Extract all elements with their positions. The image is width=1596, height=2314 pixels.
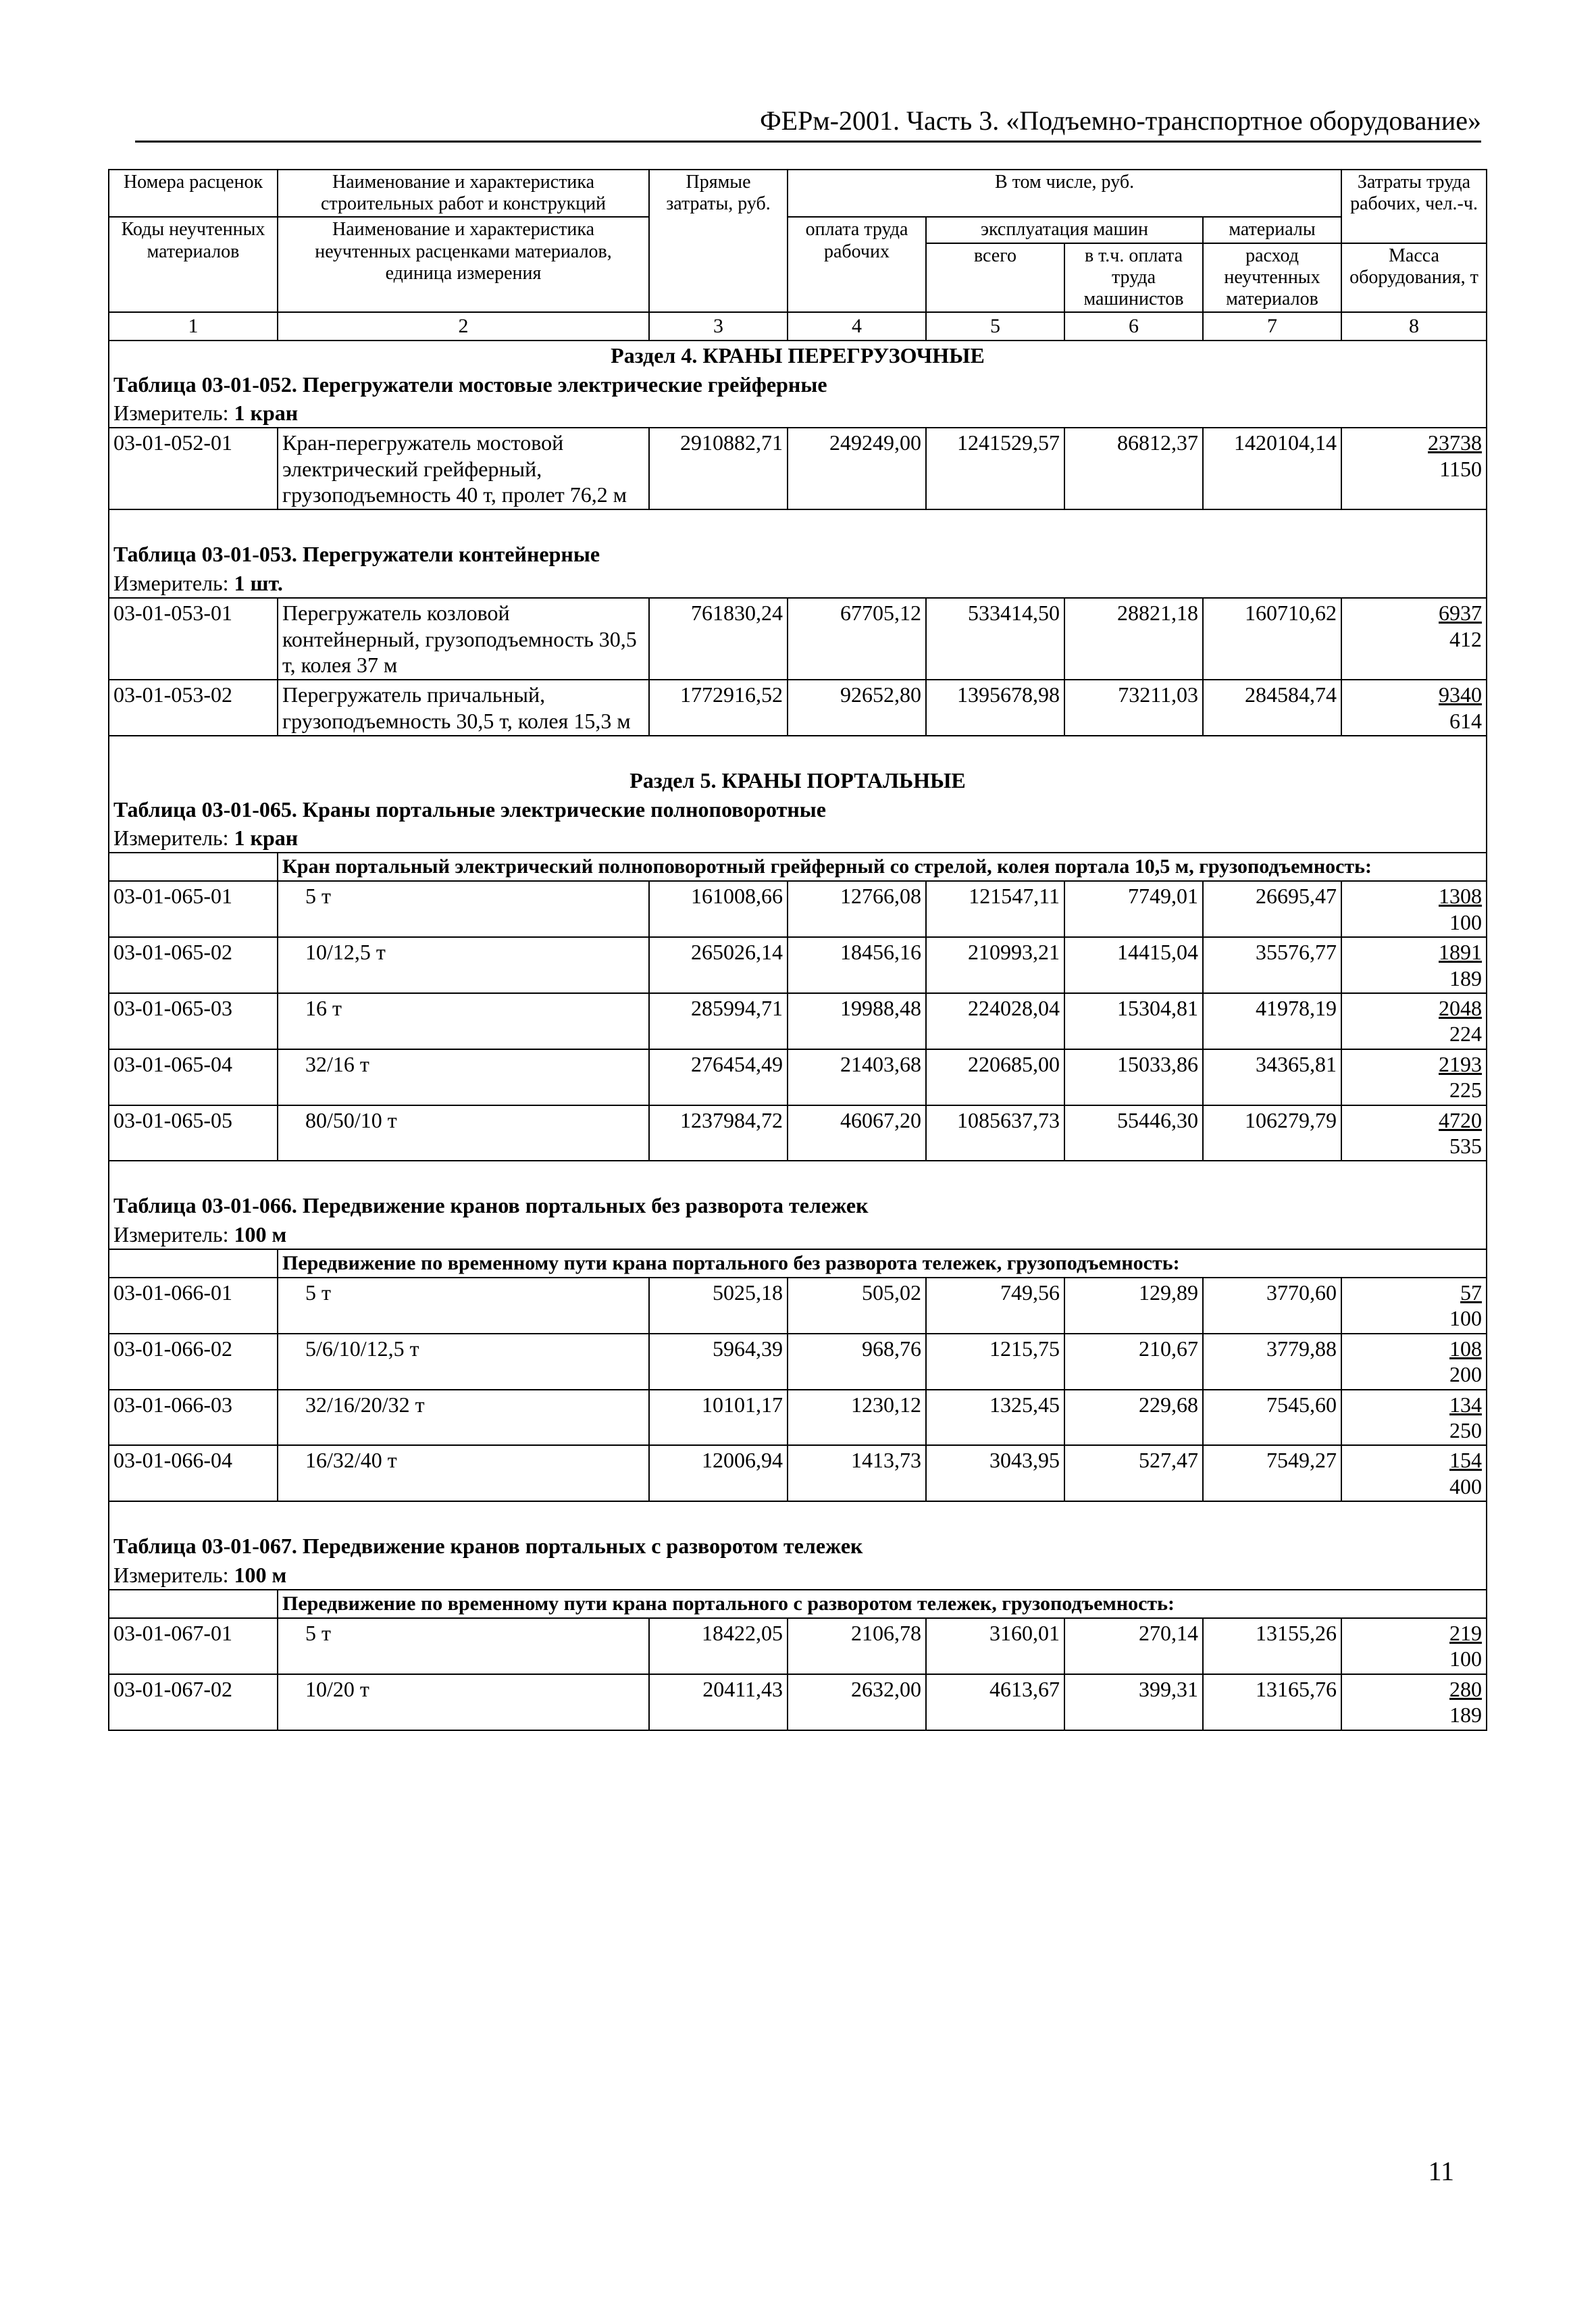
row-machinists: 270,14 [1064, 1618, 1203, 1674]
row-direct: 1772916,52 [649, 680, 788, 736]
row-mass: 614 [1449, 708, 1483, 733]
rates-table [108, 169, 1487, 1731]
unit-label: Измеритель: [113, 400, 229, 425]
table-row [109, 598, 1487, 680]
table-row [109, 1105, 1487, 1161]
row-machinists: 229,68 [1064, 1390, 1203, 1446]
table-row [109, 1390, 1487, 1446]
row-name: 16 т [278, 993, 649, 1049]
col-head-mach-total: всего [926, 243, 1064, 313]
row-labor: 505,02 [788, 1278, 926, 1334]
table-gap [109, 1161, 1487, 1191]
row-mass: 400 [1449, 1474, 1483, 1499]
row-machinists: 527,47 [1064, 1445, 1203, 1501]
row-direct: 285994,71 [649, 993, 788, 1049]
row-hours-mass [1341, 598, 1487, 680]
row-machines: 121547,11 [926, 881, 1064, 937]
row-hours-mass [1341, 1445, 1487, 1501]
row-hours-mass [1341, 1390, 1487, 1446]
row-mass: 250 [1449, 1418, 1483, 1443]
unit-label: Измеритель: [113, 1562, 229, 1587]
table-row [109, 1618, 1487, 1674]
col-head-labor: оплата труда рабочих [788, 217, 926, 312]
row-direct: 18422,05 [649, 1618, 788, 1674]
table-row [109, 993, 1487, 1049]
row-machines: 1085637,73 [926, 1105, 1064, 1161]
row-machinists: 55446,30 [1064, 1105, 1203, 1161]
row-direct: 761830,24 [649, 598, 788, 680]
col-head-mat-name: Наименование и характеристика неучтенных расценками материалов, единица измерения [278, 217, 649, 312]
table-row [109, 1049, 1487, 1105]
row-hours: 219 [1449, 1620, 1483, 1645]
row-materials: 3779,88 [1203, 1334, 1341, 1390]
row-hours-mass [1341, 881, 1487, 937]
unit-label: Измеритель: [113, 570, 229, 595]
row-code: 03-01-065-04 [109, 1049, 278, 1105]
row-hours: 154 [1449, 1448, 1483, 1473]
row-name: 32/16 т [278, 1049, 649, 1105]
row-hours-mass [1341, 1674, 1487, 1730]
row-direct: 161008,66 [649, 881, 788, 937]
row-machinists: 15033,86 [1064, 1049, 1203, 1105]
row-name: 32/16/20/32 т [278, 1390, 649, 1446]
section-title: Раздел 4. КРАНЫ ПЕРЕГРУЗОЧНЫЕ [109, 341, 1487, 370]
row-materials: 13165,76 [1203, 1674, 1341, 1730]
row-direct: 2910882,71 [649, 428, 788, 509]
row-machinists: 14415,04 [1064, 937, 1203, 993]
table-title: Таблица 03-01-065. Краны портальные электрические полноповоротные [109, 795, 1487, 824]
col-head-name: Наименование и характеристика строительных работ и конструкций [278, 170, 649, 217]
table-row [109, 1334, 1487, 1390]
row-code: 03-01-052-01 [109, 428, 278, 509]
table-gap [109, 509, 1487, 540]
row-materials: 34365,81 [1203, 1049, 1341, 1105]
table-title: Таблица 03-01-066. Передвижение кранов портальных без разворота тележек [109, 1191, 1487, 1219]
row-code: 03-01-065-01 [109, 881, 278, 937]
group-heading: Передвижение по временному пути крана портального без разворота тележек, грузоподъемность: [278, 1249, 1487, 1278]
row-direct: 265026,14 [649, 937, 788, 993]
row-materials: 3770,60 [1203, 1278, 1341, 1334]
row-code: 03-01-067-01 [109, 1618, 278, 1674]
row-mass: 100 [1449, 909, 1483, 934]
table-gap [109, 1501, 1487, 1532]
row-name: 10/12,5 т [278, 937, 649, 993]
table-row [109, 937, 1487, 993]
col-head-mass: Масса оборудования, т [1341, 243, 1487, 313]
row-hours: 57 [1460, 1280, 1483, 1305]
unit-value: 100 м [234, 1562, 287, 1587]
table-title: Таблица 03-01-067. Передвижение кранов портальных с разворотом тележек [109, 1532, 1487, 1560]
row-name: Перегружатель козловой контейнерный, грузоподъемность 30,5 т, колея 37 м [278, 598, 649, 680]
row-materials: 284584,74 [1203, 680, 1341, 736]
col-head-materials: материалы [1203, 217, 1341, 243]
row-materials: 1420104,14 [1203, 428, 1341, 509]
row-hours-mass [1341, 1618, 1487, 1674]
col-head-materials-use: расход неучтенных материалов [1203, 243, 1341, 313]
table-unit [109, 1561, 1487, 1590]
row-labor: 19988,48 [788, 993, 926, 1049]
row-labor: 1230,12 [788, 1390, 926, 1446]
row-code: 03-01-065-05 [109, 1105, 278, 1161]
table-row [109, 428, 1487, 509]
table-row [109, 881, 1487, 937]
row-machinists: 86812,37 [1064, 428, 1203, 509]
group-heading: Передвижение по временному пути крана портального с разворотом тележек, грузоподъемность: [278, 1590, 1487, 1618]
col-num: 4 [788, 312, 926, 341]
row-machines: 1215,75 [926, 1334, 1064, 1390]
row-labor: 1413,73 [788, 1445, 926, 1501]
col-head-mat-codes: Коды неучтенных материалов [109, 217, 278, 312]
row-hours: 2193 [1439, 1051, 1483, 1076]
row-mass: 535 [1449, 1133, 1483, 1158]
row-code: 03-01-053-01 [109, 598, 278, 680]
row-code: 03-01-053-02 [109, 680, 278, 736]
row-mass: 224 [1449, 1022, 1483, 1047]
row-machinists: 28821,18 [1064, 598, 1203, 680]
row-materials: 13155,26 [1203, 1618, 1341, 1674]
row-code: 03-01-065-02 [109, 937, 278, 993]
row-materials: 7545,60 [1203, 1390, 1341, 1446]
row-mass: 200 [1449, 1362, 1483, 1387]
row-materials: 160710,62 [1203, 598, 1341, 680]
table-unit [109, 569, 1487, 598]
header-rule [135, 141, 1481, 143]
row-labor: 2106,78 [788, 1618, 926, 1674]
row-machinists: 73211,03 [1064, 680, 1203, 736]
col-head-mach-labor: в т.ч. оплата труда машинистов [1064, 243, 1203, 313]
row-name: 5 т [278, 1618, 649, 1674]
table-row [109, 1445, 1487, 1501]
row-machines: 533414,50 [926, 598, 1064, 680]
row-hours: 134 [1449, 1392, 1483, 1417]
row-name: 80/50/10 т [278, 1105, 649, 1161]
col-num: 6 [1064, 312, 1203, 341]
row-machines: 1325,45 [926, 1390, 1064, 1446]
unit-label: Измеритель: [113, 825, 229, 850]
row-hours-mass [1341, 993, 1487, 1049]
row-mass: 1150 [1439, 456, 1483, 481]
col-head-hours: Затраты труда рабочих, чел.-ч. [1341, 170, 1487, 243]
row-hours-mass [1341, 1049, 1487, 1105]
row-machines: 3160,01 [926, 1618, 1064, 1674]
row-hours: 4720 [1439, 1107, 1483, 1132]
row-materials: 35576,77 [1203, 937, 1341, 993]
section-title: Раздел 5. КРАНЫ ПОРТАЛЬНЫЕ [109, 766, 1487, 795]
table-unit [109, 399, 1487, 428]
row-machinists: 399,31 [1064, 1674, 1203, 1730]
row-labor: 67705,12 [788, 598, 926, 680]
col-num: 2 [278, 312, 649, 341]
row-hours: 2048 [1439, 995, 1483, 1020]
row-machinists: 7749,01 [1064, 881, 1203, 937]
row-hours-mass [1341, 680, 1487, 736]
row-direct: 276454,49 [649, 1049, 788, 1105]
group-blank [109, 1249, 278, 1278]
unit-value: 1 шт. [234, 570, 283, 595]
row-hours-mass [1341, 428, 1487, 509]
row-hours: 23738 [1428, 430, 1483, 455]
table-unit [109, 1220, 1487, 1249]
row-machinists: 129,89 [1064, 1278, 1203, 1334]
row-labor: 21403,68 [788, 1049, 926, 1105]
row-materials: 41978,19 [1203, 993, 1341, 1049]
row-machinists: 15304,81 [1064, 993, 1203, 1049]
row-labor: 12766,08 [788, 881, 926, 937]
row-hours: 108 [1449, 1336, 1483, 1361]
row-direct: 12006,94 [649, 1445, 788, 1501]
row-hours-mass [1341, 1105, 1487, 1161]
page-number: 11 [1428, 2156, 1454, 2186]
row-name: 5/6/10/12,5 т [278, 1334, 649, 1390]
row-hours: 280 [1449, 1676, 1483, 1701]
table-title: Таблица 03-01-052. Перегружатели мостовые электрические грейферные [109, 370, 1487, 399]
row-labor: 92652,80 [788, 680, 926, 736]
row-direct: 1237984,72 [649, 1105, 788, 1161]
row-mass: 412 [1449, 626, 1483, 651]
row-mass: 189 [1449, 1703, 1483, 1728]
col-num: 1 [109, 312, 278, 341]
col-head-codes: Номера расценок [109, 170, 278, 217]
row-direct: 5964,39 [649, 1334, 788, 1390]
row-labor: 46067,20 [788, 1105, 926, 1161]
row-direct: 5025,18 [649, 1278, 788, 1334]
row-machines: 3043,95 [926, 1445, 1064, 1501]
row-hours: 1891 [1439, 940, 1483, 965]
table-row [109, 1278, 1487, 1334]
row-labor: 18456,16 [788, 937, 926, 993]
col-num: 5 [926, 312, 1064, 341]
running-header: ФЕРм-2001. Часть 3. «Подъемно-транспортное оборудование» [760, 105, 1481, 136]
table-unit [109, 824, 1487, 853]
row-machinists: 210,67 [1064, 1334, 1203, 1390]
row-mass: 225 [1449, 1078, 1483, 1103]
row-name: 5 т [278, 881, 649, 937]
row-name: Кран-перегружатель мостовой электрический грейферный, грузоподъемность 40 т, пролет 76,2 м [278, 428, 649, 509]
row-mass: 100 [1449, 1646, 1483, 1671]
row-machines: 220685,00 [926, 1049, 1064, 1105]
row-mass: 100 [1449, 1306, 1483, 1331]
row-hours: 6937 [1439, 601, 1483, 626]
row-code: 03-01-067-02 [109, 1674, 278, 1730]
row-labor: 2632,00 [788, 1674, 926, 1730]
row-machines: 224028,04 [926, 993, 1064, 1049]
row-materials: 7549,27 [1203, 1445, 1341, 1501]
row-name: Перегружатель причальный, грузоподъемность 30,5 т, колея 15,3 м [278, 680, 649, 736]
table-gap [109, 736, 1487, 766]
row-hours: 1308 [1439, 884, 1483, 909]
row-machines: 1241529,57 [926, 428, 1064, 509]
row-machines: 210993,21 [926, 937, 1064, 993]
row-hours-mass [1341, 937, 1487, 993]
unit-label: Измеритель: [113, 1222, 229, 1247]
row-machines: 1395678,98 [926, 680, 1064, 736]
col-head-machines: эксплуатация машин [926, 217, 1203, 243]
col-head-incl: В том числе, руб. [788, 170, 1341, 217]
row-code: 03-01-066-01 [109, 1278, 278, 1334]
row-labor: 968,76 [788, 1334, 926, 1390]
row-direct: 20411,43 [649, 1674, 788, 1730]
row-code: 03-01-066-03 [109, 1390, 278, 1446]
row-code: 03-01-066-02 [109, 1334, 278, 1390]
row-mass: 189 [1449, 965, 1483, 990]
row-machines: 749,56 [926, 1278, 1064, 1334]
group-blank [109, 853, 278, 881]
col-head-direct: Прямые затраты, руб. [649, 170, 788, 312]
row-hours-mass [1341, 1334, 1487, 1390]
col-num: 7 [1203, 312, 1341, 341]
unit-value: 1 кран [234, 825, 299, 850]
row-code: 03-01-066-04 [109, 1445, 278, 1501]
table-row [109, 680, 1487, 736]
row-materials: 106279,79 [1203, 1105, 1341, 1161]
col-num: 3 [649, 312, 788, 341]
row-code: 03-01-065-03 [109, 993, 278, 1049]
row-name: 16/32/40 т [278, 1445, 649, 1501]
row-materials: 26695,47 [1203, 881, 1341, 937]
col-num: 8 [1341, 312, 1487, 341]
group-blank [109, 1590, 278, 1618]
unit-value: 100 м [234, 1222, 287, 1247]
group-heading: Кран портальный электрический полноповоротный грейферный со стрелой, колея портала 10,5 м, грузоподъемность: [278, 853, 1487, 881]
row-labor: 249249,00 [788, 428, 926, 509]
row-hours: 9340 [1439, 682, 1483, 707]
row-hours-mass [1341, 1278, 1487, 1334]
table-row [109, 1674, 1487, 1730]
row-direct: 10101,17 [649, 1390, 788, 1446]
unit-value: 1 кран [234, 400, 299, 425]
row-name: 5 т [278, 1278, 649, 1334]
row-machines: 4613,67 [926, 1674, 1064, 1730]
row-name: 10/20 т [278, 1674, 649, 1730]
table-title: Таблица 03-01-053. Перегружатели контейнерные [109, 540, 1487, 568]
